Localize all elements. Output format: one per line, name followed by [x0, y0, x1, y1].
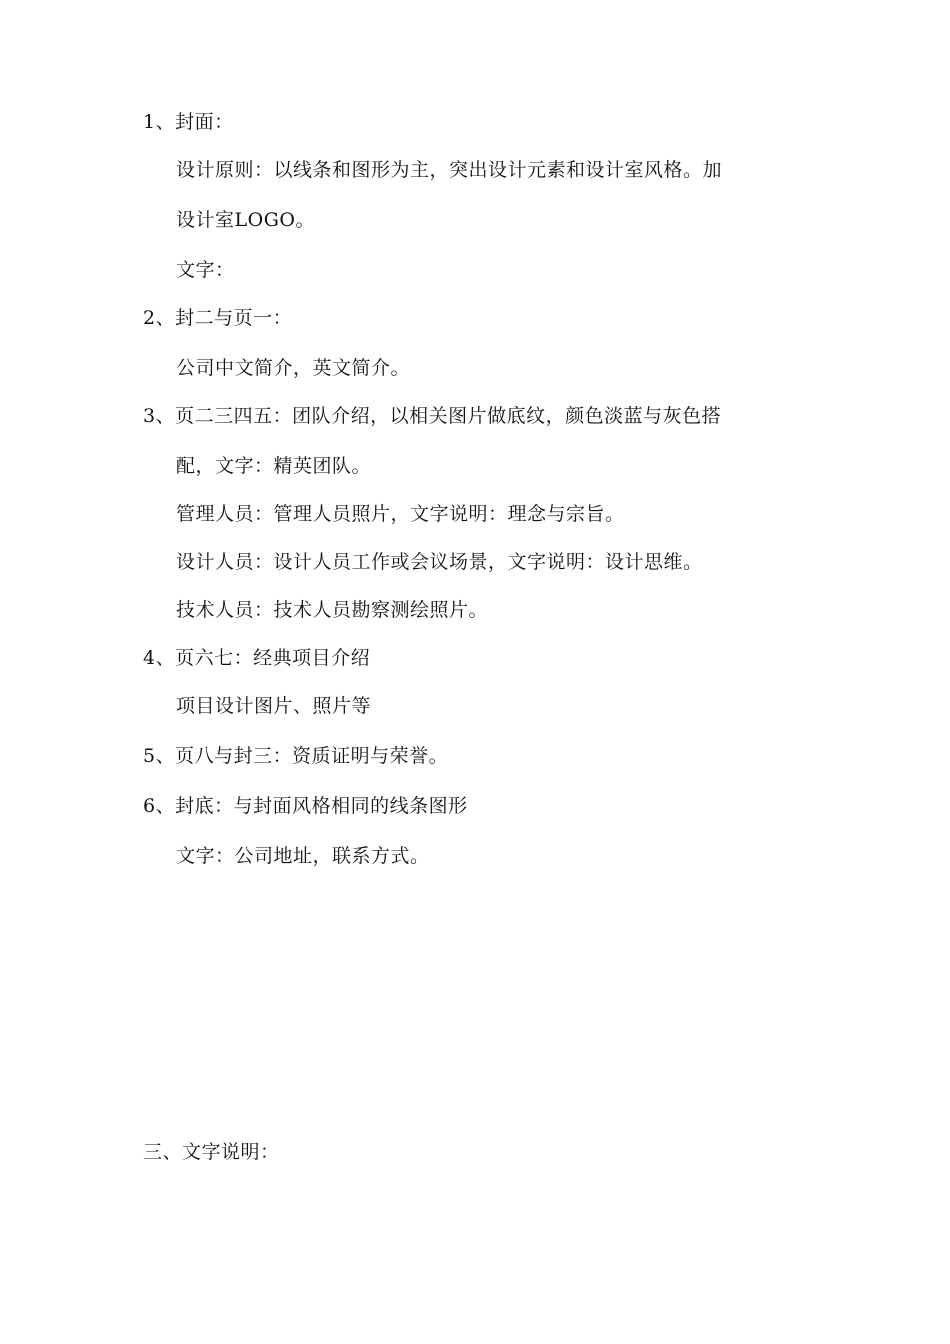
item-heading-inside-cover: 2、封二与页一：: [143, 307, 293, 329]
back-cover-text: 文字：公司地址，联系方式。: [176, 845, 430, 867]
company-intro: 公司中文简介，英文简介。: [176, 357, 411, 379]
technical-staff: 技术人员：技术人员勘察测绘照片。: [176, 599, 489, 621]
item-heading-qualifications: 5、页八与封三：资质证明与荣誉。: [143, 745, 449, 767]
section-heading: 三、文字说明：: [143, 1141, 280, 1163]
management-staff: 管理人员：管理人员照片，文字说明：理念与宗旨。: [176, 503, 625, 525]
item-heading-cover: 1、封面：: [143, 111, 234, 133]
item-heading-projects: 4、页六七：经典项目介绍: [143, 647, 371, 669]
item-heading-back-cover: 6、封底：与封面风格相同的线条图形: [143, 795, 468, 817]
cover-design-principle: 设计原则：以线条和图形为主，突出设计元素和设计室风格。加: [176, 159, 723, 181]
cover-text: 文字：: [176, 259, 235, 281]
team-text: 配，文字：精英团队。: [176, 455, 372, 477]
design-staff: 设计人员：设计人员工作或会议场景，文字说明：设计思维。: [176, 551, 703, 573]
project-images: 项目设计图片、照片等: [176, 695, 372, 717]
cover-design-principle-cont: 设计室LOGO。: [176, 209, 315, 231]
item-heading-team: 3、页二三四五：团队介绍，以相关图片做底纹，颜色淡蓝与灰色搭: [143, 405, 722, 427]
